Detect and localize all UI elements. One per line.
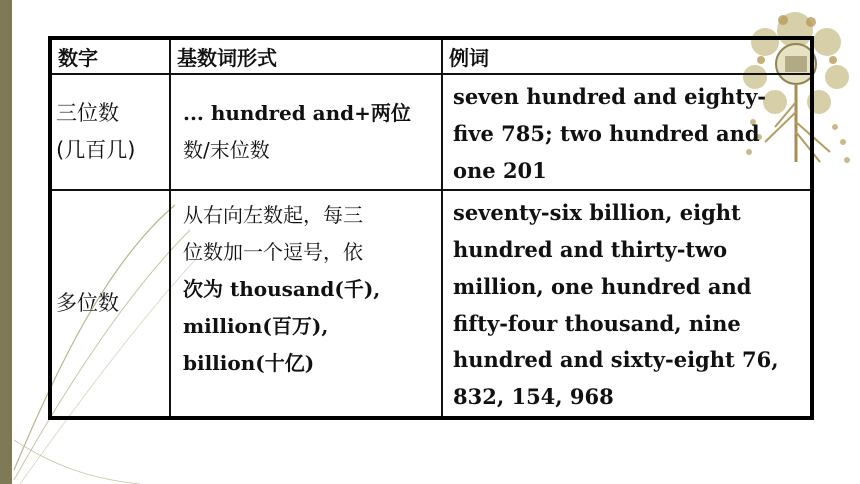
example-line: one 201 (453, 157, 547, 183)
form-cell (170, 74, 442, 190)
header-cardinal-form: 基数词形式 (170, 38, 442, 74)
category-cell (50, 74, 170, 190)
table-header-row (50, 38, 812, 74)
header-digits: 数字 (50, 38, 170, 74)
form-line: 位数加一个逗号，依 (183, 240, 363, 265)
example-line: hundred and thirty-two (453, 237, 728, 262)
example-line: million, one hundred and (453, 273, 752, 299)
form-cell (170, 190, 442, 418)
example-line: fifty-four thousand, nine (453, 310, 741, 336)
form-line: ... hundred and+两位 (183, 101, 411, 126)
category-line: 三位数 (56, 101, 119, 126)
table-row (50, 190, 812, 418)
form-line: 次为 thousand(千), (183, 277, 381, 302)
example-line: five 785; two hundred and (453, 120, 760, 146)
example-line: hundred and sixty-eight 76, (453, 347, 779, 373)
example-cell (442, 190, 812, 418)
table-row (50, 74, 812, 190)
example-cell (442, 74, 812, 190)
category-line: (几百几) (56, 138, 136, 163)
form-line: 从右向左数起，每三 (183, 203, 363, 228)
example-line: seven hundred and eighty- (453, 84, 767, 109)
category-line: 多位数 (56, 291, 119, 316)
form-line: billion(十亿) (183, 351, 315, 376)
category-cell (50, 190, 170, 418)
header-examples: 例词 (442, 38, 812, 74)
form-line: 数/末位数 (183, 138, 270, 163)
number-table (48, 36, 814, 420)
example-line: seventy-six billion, eight (453, 200, 741, 226)
form-line: million(百万), (183, 314, 329, 339)
example-line: 832, 154, 968 (453, 384, 614, 409)
